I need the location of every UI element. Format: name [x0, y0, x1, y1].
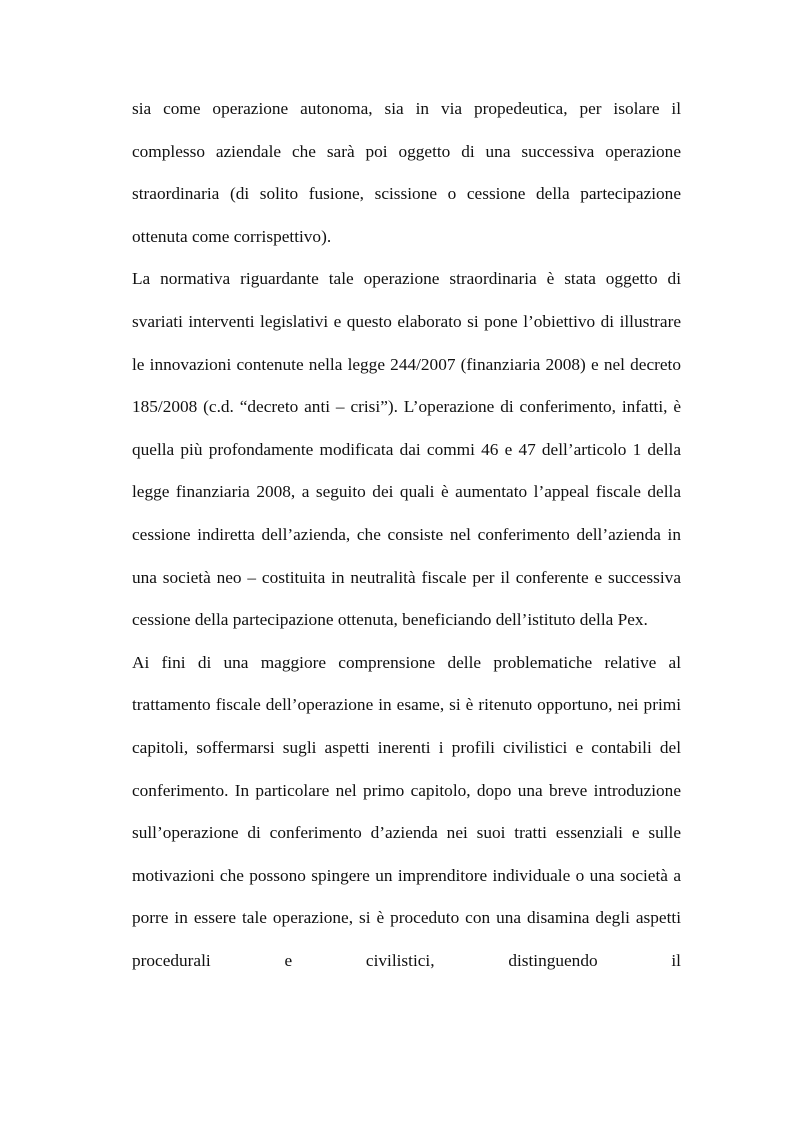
paragraph-1: sia come operazione autonoma, sia in via propedeutica, per isolare il complesso aziendale che sarà poi oggetto di una successiva operazione straordinaria (di solito fusione, scissione o cessione della partecipazione ottenuta come corrispettivo). — [132, 99, 681, 246]
body-text — [132, 88, 681, 982]
paragraph-2: La normativa riguardante tale operazione straordinaria è stata oggetto di svariati interventi legislativi e questo elaborato si pone l’obiettivo di illustrare le innovazioni contenute nella legge 244/2007 (finanziaria 2008) e nel decreto 185/2008 (c.d. “decreto anti – crisi”). L’operazione di conferimento, infatti, è quella più profondamente modificata dai commi 46 e 47 dell’articolo 1 della legge finanziaria 2008, a seguito dei quali è aumentato l’appeal fiscale della cessione indiretta dell’azienda, che consiste nel conferimento dell’azienda in una società neo – costituita in neutralità fiscale per il conferente e successiva cessione della partecipazione ottenuta, beneficiando dell’istituto della Pex. — [132, 269, 681, 630]
paragraph-3: Ai fini di una maggiore comprensione delle problematiche relative al trattamento fiscale dell’operazione in esame, si è ritenuto opportuno, nei primi capitoli, soffermarsi sugli aspetti inerenti i profili civilistici e contabili del conferimento. In particolare nel primo capitolo, dopo una breve introduzione sull’operazione di conferimento d’azienda nei suoi tratti essenziali e sulle motivazioni che possono spingere un imprenditore individuale o una società a porre in essere tale operazione, si è proceduto con una disamina degli aspetti procedurali e civilistici, distinguendo il — [132, 652, 681, 970]
